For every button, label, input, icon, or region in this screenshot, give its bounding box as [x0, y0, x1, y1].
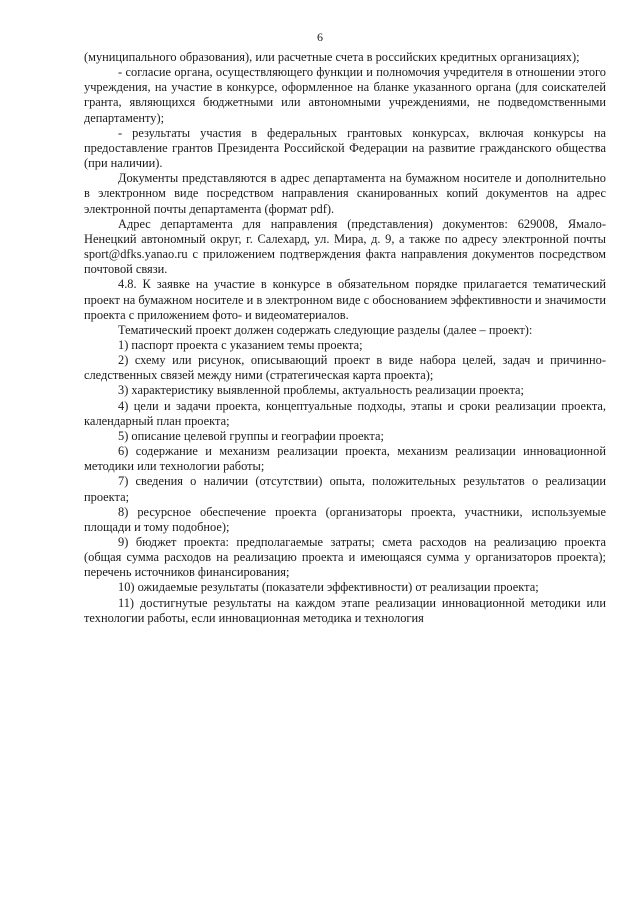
list-item: 11) достигнутые результаты на каждом этапе реализации инновационной методики или технологии работы, если инновационная методика и технология	[84, 595, 606, 625]
list-item: 8) ресурсное обеспечение проекта (организаторы проекта, участники, используемые площади и тому подобное);	[84, 504, 606, 534]
list-item: 5) описание целевой группы и географии проекта;	[118, 428, 384, 443]
list-item: 7) сведения о наличии (отсутствии) опыта, положительных результатов о реализации проекта;	[84, 474, 606, 504]
list-item: 10) ожидаемые результаты (показатели эффективности) от реализации проекта;	[118, 580, 539, 595]
list-item: 3) характеристику выявленной проблемы, актуальность реализации проекта;	[118, 383, 524, 398]
page-number: 6	[317, 30, 323, 44]
list-item: 2) схему или рисунок, описывающий проект в виде набора целей, задач и причинно-следственных связей между ними (стратегическая карта проекта);	[84, 353, 606, 383]
paragraph: Адрес департамента для направления (представления) документов: 629008, Ямало-Ненецкий автономный округ, г. Салехард, ул. Мира, д. 9, а также по адресу электронной почты sport@dfks.yanao.ru с приложением подтверждения факта направления документов посредством почтовой связи.	[84, 216, 606, 277]
document-body	[84, 50, 606, 626]
paragraph: (муниципального образования), или расчетные счета в российских кредитных организациях);	[84, 50, 580, 64]
list-item: 6) содержание и механизм реализации проекта, механизм реализации инновационной методики или технологии работы;	[84, 444, 606, 474]
list-item: 4) цели и задачи проекта, концептуальные подходы, этапы и сроки реализации проекта, календарный план проекта;	[84, 398, 606, 428]
paragraph: Тематический проект должен содержать следующие разделы (далее – проект):	[118, 322, 533, 337]
paragraph: - согласие органа, осуществляющего функции и полномочия учредителя в отношении этого учреждения, на участие в конкурсе, оформленное на бланке указанного органа (для соискателей гранта, являющихся бюджетными или автономными учреждениями, не подведомственными департаменту);	[84, 65, 606, 125]
paragraph: - результаты участия в федеральных грантовых конкурсах, включая конкурсы на предоставление грантов Президента Российской Федерации на развитие гражданского общества (при наличии).	[84, 125, 606, 171]
list-item: 9) бюджет проекта: предполагаемые затраты; смета расходов на реализацию проекта (общая сумма расходов на реализацию проекта и имеющаяся сумма у организаторов проекта); перечень источников финансирования;	[84, 535, 606, 580]
paragraph: Документы представляются в адрес департамента на бумажном носителе и дополнительно в электронном виде посредством направления сканированных копий документов на адрес электронной почты департамента (формат pdf).	[84, 171, 606, 216]
paragraph: 4.8. К заявке на участие в конкурсе в обязательном порядке прилагается тематический проект на бумажном носителе и в электронном виде с обоснованием эффективности и значимости проекта с приложением фото- и видеоматериалов.	[84, 277, 606, 322]
list-item: 1) паспорт проекта с указанием темы проекта;	[118, 337, 363, 352]
